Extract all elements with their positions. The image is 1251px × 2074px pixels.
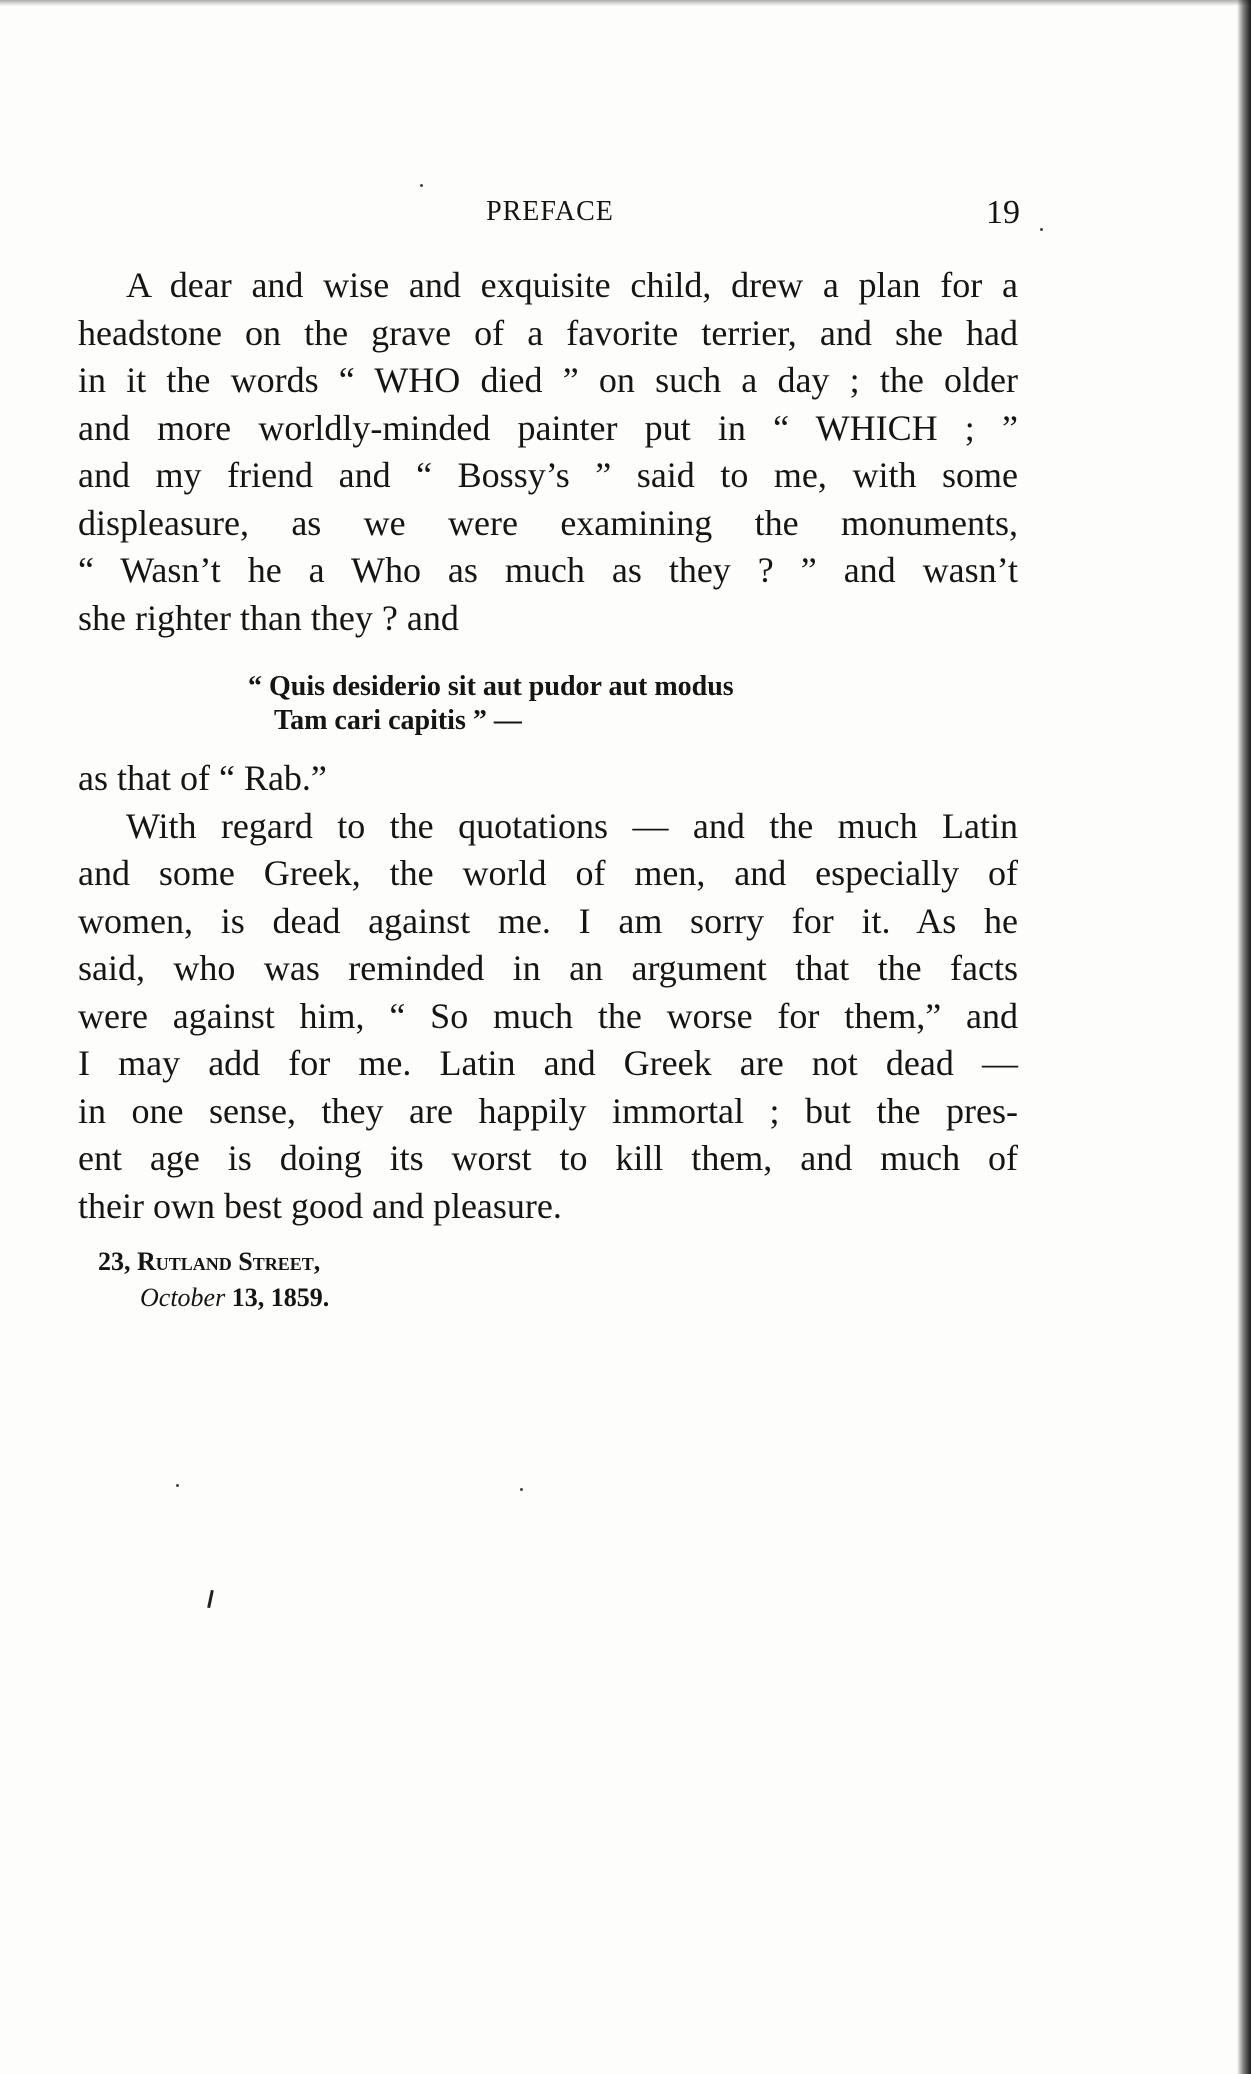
scan-speck — [520, 1488, 523, 1491]
text-line: she righter than they ? and — [78, 597, 459, 638]
running-title: PREFACE — [486, 196, 614, 227]
text-line: displeasure, as we were examining the monuments, — [78, 502, 1018, 543]
text-line: as that of “ Rab.” — [78, 758, 327, 798]
text-line: were against him, “ So much the worse for them,” and — [78, 995, 1018, 1036]
text-line: in one sense, they are happily immortal ; but the pres- — [78, 1090, 1018, 1131]
signoff-address: 23, Rutland Street, — [98, 1247, 321, 1276]
scan-mark — [207, 1590, 214, 1608]
text-line: and my friend and “ Bossy’s ” said to me, with some — [78, 455, 1018, 495]
paragraph-continuation — [78, 755, 1018, 1230]
running-head — [80, 196, 1020, 236]
page-number: 19 — [986, 194, 1020, 231]
scan-speck — [420, 184, 423, 187]
signoff — [98, 1244, 329, 1316]
text-line: their own best good and pleasure. — [78, 1185, 562, 1226]
text-line: women, is dead against me. I am sorry for it. As he — [78, 900, 1018, 941]
text-line: in it the words “ WHO died ” on such a day ; the older — [78, 360, 1018, 400]
paragraph-1 — [78, 262, 1018, 642]
text-line: and some Greek, the world of men, and especially of — [78, 853, 1018, 893]
quotation-line: “ Quis desiderio sit aut pudor aut modus — [248, 671, 734, 702]
scan-top-edge — [0, 0, 1251, 6]
signoff-date-month: October — [140, 1283, 226, 1312]
text-line: I may add for me. Latin and Greek are not dead — — [78, 1043, 1018, 1083]
text-line: and more worldly-minded painter put in “ WHICH ; ” — [78, 407, 1018, 448]
scan-speck — [1040, 228, 1043, 231]
quotation-line: Tam cari capitis ” — — [274, 705, 522, 736]
text-line: ent age is doing its worst to kill them, and much of — [78, 1138, 1018, 1178]
text-line: A dear and wise and exquisite child, drew a plan for a — [126, 265, 1018, 305]
scan-speck — [176, 1484, 179, 1487]
latin-quotation — [248, 670, 734, 738]
signoff-date — [98, 1280, 329, 1316]
text-line: headstone on the grave of a favorite terrier, and she had — [78, 312, 1018, 353]
signoff-date-rest: 13, 1859. — [231, 1283, 330, 1312]
text-line: “ Wasn’t he a Who as much as they ? ” and wasn’t — [78, 550, 1018, 590]
scan-right-edge — [1237, 0, 1251, 2074]
text-line: With regard to the quotations — and the much Latin — [126, 805, 1018, 846]
text-line: said, who was reminded in an argument that the facts — [78, 948, 1018, 988]
